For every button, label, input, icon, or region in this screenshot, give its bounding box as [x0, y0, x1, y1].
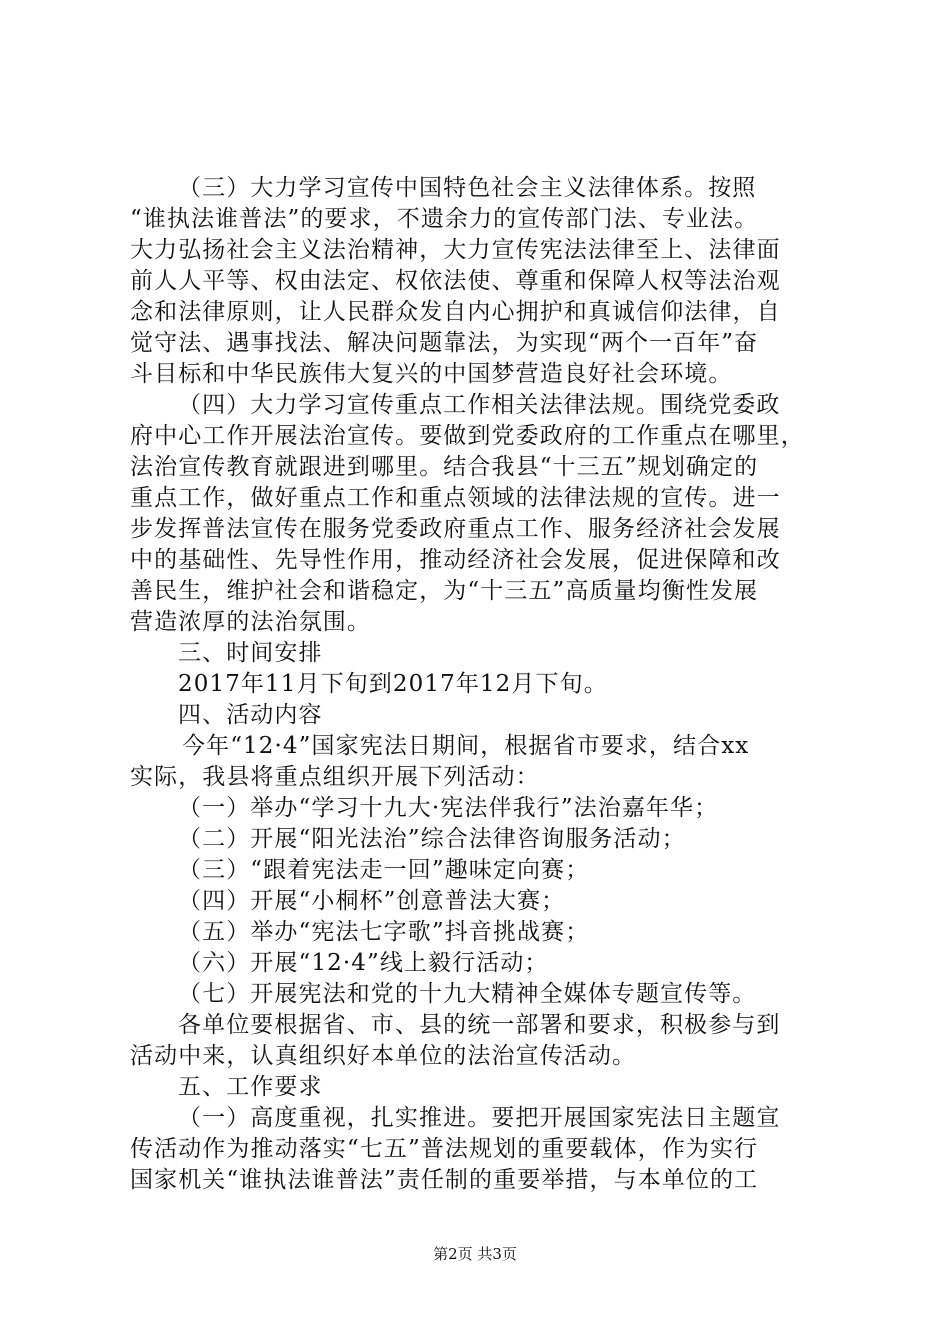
list-item-1: （一）举办“学习十九大·宪法伴我行”法治嘉年华； [178, 795, 719, 821]
list-item-3: （三）“跟着宪法走一回”趣味定向赛； [178, 857, 590, 883]
text-line-15: 营造浓厚的法治氛围。 [130, 609, 371, 635]
text-line-32: 传活动作为推动落实“七五”普法规划的重要载体，作为实行 [130, 1136, 759, 1162]
text-line-2: “谁执法谁普法”的要求，不遗余力的宣传部门法、专业法。 [130, 206, 759, 232]
text-line-19: 今年“12·4”国家宪法日期间，根据省市要求，结合xx [182, 733, 750, 759]
text-line-6: 觉守法、遇事找法、解决问题靠法，为实现“两个一百年”奋 [130, 330, 759, 356]
section-heading-requirements: 五、工作要求 [178, 1074, 323, 1100]
section-heading-schedule: 三、时间安排 [178, 640, 323, 666]
text-line-8: （四）大力学习宣传重点工作相关法律法规。围绕党委政 [178, 392, 781, 418]
list-item-5: （五）举办“宪法七字歌”抖音挑战赛； [178, 919, 590, 945]
text-line-17: 2017年11月下旬到2017年12月下旬。 [178, 671, 608, 697]
text-line-9: 府中心工作开展法治宣传。要做到党委政府的工作重点在哪里， [130, 423, 805, 449]
text-line-20: 实际，我县将重点组织开展下列活动： [130, 764, 540, 790]
text-line-4: 前人人平等、权由法定、权依法使、尊重和保障人权等法治观 [130, 268, 781, 294]
text-line-1: （三）大力学习宣传中国特色社会主义法律体系。按照 [178, 175, 757, 201]
text-line-31: （一）高度重视，扎实推进。要把开展国家宪法日主题宣 [178, 1105, 781, 1131]
list-item-4: （四）开展“小桐杯”创意普法大赛； [178, 888, 566, 914]
text-line-11: 重点工作，做好重点工作和重点领域的法律法规的宣传。进一 [130, 485, 781, 511]
text-line-33: 国家机关“谁执法谁普法”责任制的重要举措，与本单位的工 [130, 1167, 759, 1193]
list-item-2: （二）开展“阳光法治”综合法律咨询服务活动； [178, 826, 686, 852]
list-item-6: （六）开展“12·4”线上毅行活动； [178, 950, 549, 976]
text-line-12: 步发挥普法宣传在服务党委政府重点工作、服务经济社会发展 [130, 516, 781, 542]
text-line-13: 中的基础性、先导性作用，推动经济社会发展，促进保障和改 [130, 547, 781, 573]
text-line-28: 各单位要根据省、市、县的统一部署和要求，积极参与到 [178, 1012, 781, 1038]
text-line-14: 善民生，维护社会和谐稳定，为“十三五”高质量均衡性发展 [130, 578, 759, 604]
text-line-10: 法治宣传教育就跟进到哪里。结合我县“十三五”规划确定的 [130, 454, 759, 480]
text-line-5: 念和法律原则，让人民群众发自内心拥护和真诚信仰法律，自 [130, 299, 781, 325]
text-line-7: 斗目标和中华民族伟大复兴的中国梦营造良好社会环境。 [130, 361, 733, 387]
section-heading-activities: 四、活动内容 [178, 702, 323, 728]
list-item-7: （七）开展宪法和党的十九大精神全媒体专题宣传等。 [178, 981, 757, 1007]
page-number-footer: 第2页 共3页 [433, 1245, 517, 1263]
text-line-29: 活动中来，认真组织好本单位的法治宣传活动。 [130, 1043, 637, 1069]
text-line-3: 大力弘扬社会主义法治精神，大力宣传宪法法律至上、法律面 [130, 237, 781, 263]
